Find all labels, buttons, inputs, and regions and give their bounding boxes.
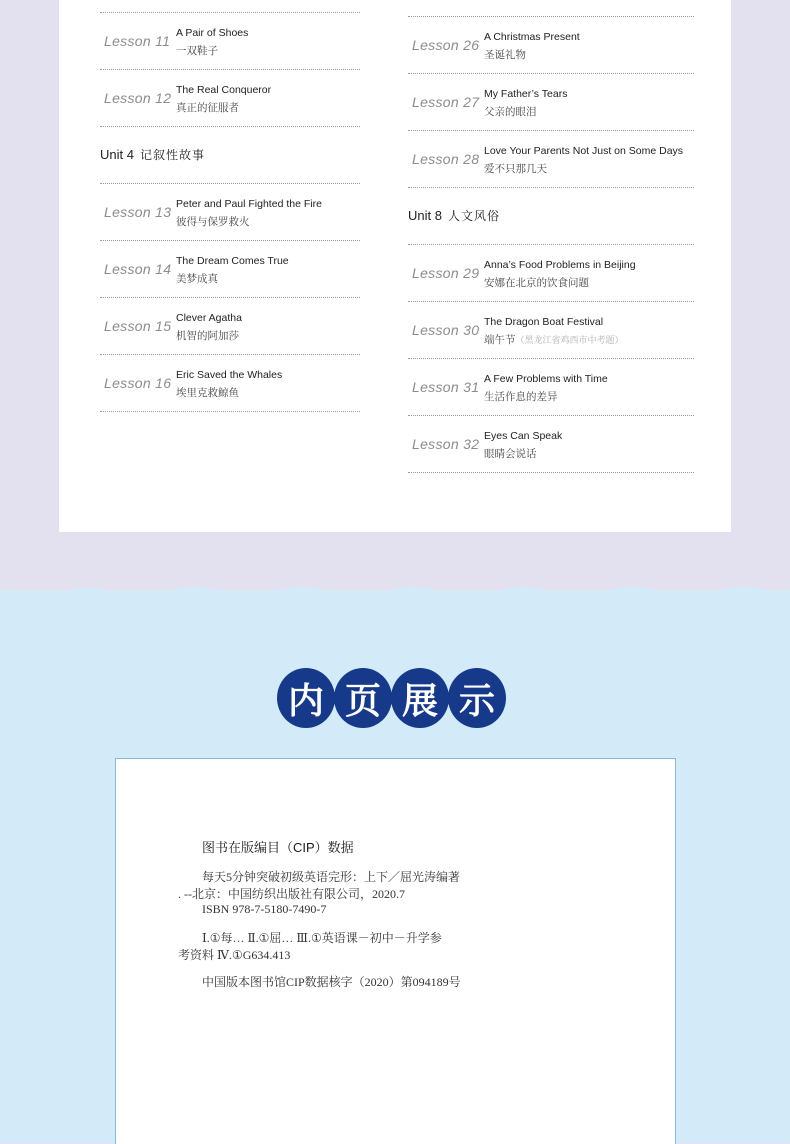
lesson-title-cn-text: 端午节 <box>484 334 516 346</box>
lesson-number: Lesson 13 <box>104 204 172 220</box>
lesson-title-cn <box>176 214 250 229</box>
lesson-row <box>100 184 360 241</box>
lesson-title-cn-text: 父亲的眼泪 <box>484 106 537 118</box>
lesson-title-cn-text: 圣诞礼物 <box>484 49 526 61</box>
lesson-number: Lesson 30 <box>412 322 480 338</box>
lesson-title-cn-text: 爱不只那几天 <box>484 163 547 175</box>
lesson-title-cn <box>484 161 547 176</box>
unit-8-label: Unit 8 <box>408 208 442 223</box>
lesson-row <box>100 70 360 127</box>
lesson-number: Lesson 16 <box>104 375 172 391</box>
lesson-title-cn <box>176 100 239 115</box>
cip-title: 图书在版编目（CIP）数据 <box>202 840 354 855</box>
lesson-title-cn-text: 安娜在北京的饮食问题 <box>484 277 589 289</box>
badge-char-2: 页 <box>334 668 392 728</box>
cip-isbn: ISBN 978-7-5180-7490-7 <box>202 902 327 916</box>
badge-char-1: 内 <box>277 668 335 728</box>
lesson-number: Lesson 26 <box>412 37 480 53</box>
lesson-row <box>408 416 694 473</box>
lesson-title-cn-text: 眼睛会说话 <box>484 448 537 460</box>
lesson-number: Lesson 32 <box>412 436 480 452</box>
lesson-row <box>408 17 694 74</box>
lesson-row <box>100 241 360 298</box>
lesson-number: Lesson 27 <box>412 94 480 110</box>
lesson-title-en: Peter and Paul Fighted the Fire <box>176 198 322 210</box>
lesson-row <box>100 13 360 70</box>
lesson-row <box>100 298 360 355</box>
lesson-title-en: A Christmas Present <box>484 31 580 43</box>
lesson-title-cn <box>484 104 537 119</box>
lesson-title-cn <box>176 385 239 400</box>
lesson-number: Lesson 12 <box>104 90 172 106</box>
lesson-title-en: Anna’s Food Problems in Beijing <box>484 259 636 271</box>
lesson-row <box>408 131 694 188</box>
cip-line-4: Ⅰ.①每… Ⅱ.①屈… Ⅲ.①英语课－初中－升学参 <box>202 931 442 945</box>
lesson-title-en: The Dream Comes True <box>176 255 289 267</box>
lesson-title-cn <box>176 271 218 286</box>
lesson-title-en: The Dragon Boat Festival <box>484 316 604 328</box>
lesson-title-en: Love Your Parents Not Just on Some Days <box>484 145 684 157</box>
lesson-number: Lesson 15 <box>104 318 172 334</box>
lesson-title-cn <box>176 328 239 343</box>
cip-line-6: 中国版本图书馆CIP数据核字（2020）第094189号 <box>202 975 461 989</box>
lesson-title-en: Eric Saved the Whales <box>176 369 283 381</box>
lesson-title-en: Eyes Can Speak <box>484 430 563 442</box>
lesson-source-note: （黑龙江省鸡西市中考题） <box>515 335 624 345</box>
lesson-row <box>408 245 694 302</box>
lesson-title-en: A Pair of Shoes <box>176 27 249 39</box>
cip-line-1: 每天5分钟突破初级英语完形：上下／屈光涛编著 <box>202 870 461 884</box>
lesson-title-en: My Father’s Tears <box>484 88 568 100</box>
lesson-title-cn <box>176 43 218 58</box>
lesson-number: Lesson 14 <box>104 261 172 277</box>
cip-line-5: 考资料 Ⅳ.①G634.413 <box>178 948 291 962</box>
lesson-title-cn-text: 真正的征服者 <box>176 102 239 114</box>
cip-data-page <box>115 758 676 1144</box>
lesson-title-cn-text: 机智的阿加莎 <box>176 330 239 342</box>
lesson-title-en: The Real Conqueror <box>176 84 272 96</box>
lesson-number: Lesson 11 <box>104 33 171 49</box>
unit-4-title-cn: 记叙性故事 <box>139 148 205 162</box>
cip-line-2: . --北京：中国纺织出版社有限公司，2020.7 <box>178 887 405 901</box>
lesson-row <box>408 74 694 131</box>
lesson-title-cn <box>484 47 526 62</box>
lesson-row <box>408 302 694 359</box>
lesson-title-en: Clever Agatha <box>176 312 242 324</box>
unit-4-label: Unit 4 <box>100 147 134 162</box>
toc-left-column <box>100 0 360 412</box>
lesson-row <box>408 359 694 416</box>
toc-right-column <box>408 0 694 473</box>
lesson-title-cn-text: 埃里克救鲸鱼 <box>176 387 239 399</box>
lesson-title-cn <box>484 446 537 461</box>
lesson-number: Lesson 28 <box>412 151 480 167</box>
lesson-title-cn-text: 一双鞋子 <box>176 45 218 57</box>
lesson-title-cn-text: 彼得与保罗救火 <box>176 216 250 228</box>
lesson-title-cn <box>484 332 624 347</box>
unit-8-heading <box>408 188 694 245</box>
lesson-number: Lesson 29 <box>412 265 480 281</box>
lesson-title-cn <box>484 275 589 290</box>
lesson-title-en: A Few Problems with Time <box>484 373 608 385</box>
lesson-number: Lesson 31 <box>412 379 480 395</box>
unit-8-title-cn: 人文风俗 <box>447 209 500 223</box>
lesson-title-cn-text: 美梦成真 <box>176 273 218 285</box>
badge-char-3: 展 <box>391 668 449 728</box>
lesson-title-cn <box>484 389 558 404</box>
lesson-row <box>100 355 360 412</box>
section-badge <box>278 668 506 728</box>
unit-4-heading <box>100 127 360 184</box>
lesson-title-cn-text: 生活作息的差异 <box>484 391 558 403</box>
badge-char-4: 示 <box>448 668 506 728</box>
